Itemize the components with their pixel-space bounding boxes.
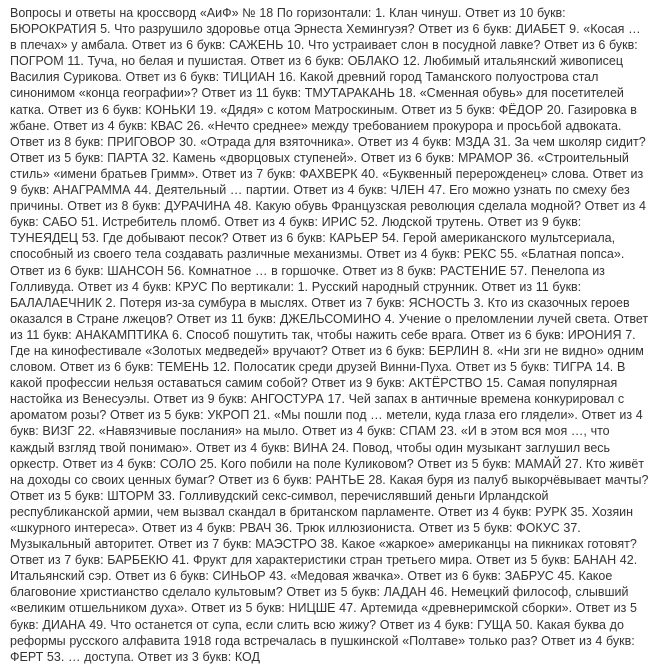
crossword-answers-text: Вопросы и ответы на кроссворд «АиФ» № 18 По горизонтали: 1. Клан чинуш. Ответ из 10 букв: БЮРОКРАТИЯ 5. Что разрушило здоровье отца Эрнеста Хемингуэя? Ответ из 6 букв: ДИАБЕТ 9. «Косая … в плечах» у амбала. Ответ из 6 букв: САЖЕНЬ 10. Что устраивает слон в посудной лавке? Ответ из 6 букв: ПОГРОМ 11. Туча, но белая и пушистая. Ответ из 6 букв: ОБЛАКО 12. Любимый итальянский живописец Василия Сурикова. Ответ из 6 букв: ТИЦИАН 16. Какой древний город Таманского полуострова стал синонимом «конца географии»? Ответ из 11 букв: ТМУТАРАКАНЬ 18. «Сменная обувь» для посетителей катка. Ответ из 6 букв: КОНЬКИ 19. «Дядя» с котом Матроскиным. Ответ из 5 букв: ФЁДОР 20. Газировка в жбане. Ответ из 4 букв: КВАС 26. «Нечто среднее» между требованием прокурора и просьбой адвоката. Ответ из 8 букв: ПРИГОВОР 30. «Отрада для взяточника». Ответ из 4 букв: МЗДА 31. За чем школяр сидит? Ответ из 5 букв: ПАРТА 32. Камень «дворцовых ступеней». Ответ из 6 букв: МРАМОР 36. «Строительный стиль» «имени братьев Гримм». Ответ из 7 букв: ФАХВЕРК 40. «Буквенный перерожденец» слова. Ответ из 9 букв: АНАГРАММА 44. Деятельный … партии. Ответ из 4 букв: ЧЛЕН 47. Его можно узнать по смеху без причины. Ответ из 8 букв: ДУРАЧИНА 48. Какую обувь Французская революция сделала модной? Ответ из 4 букв: САБО 51. Истребитель пломб. Ответ из 4 букв: ИРИС 52. Людской трутень. Ответ из 9 букв: ТУНЕЯДЕЦ 53. Где добывают песок? Ответ из 6 букв: КАРЬЕР 54. Герой американского мультсериала, способный из своего тела создавать различные механизмы. Ответ из 4 букв: РЕКС 55. «Блатная попса». Ответ из 6 букв: ШАНСОН 56. Комнатное … в горшочке. Ответ из 8 букв: РАСТЕНИЕ 57. Пенелопа из Голливуда. Ответ из 4 букв: КРУС По вертикали: 1. Русский народный струнник. Ответ из 11 букв: БАЛАЛАЕЧНИК 2. Потеря из-за сумбура в мыслях. Ответ из 7 букв: ЯСНОСТЬ 3. Кто из сказочных героев оказался в Стране лжецов? Ответ из 11 букв: ДЖЕЛЬСОМИНО 4. Учение о преломлении лучей света. Ответ из 11 букв: АНАКАМПТИКА 6. Способ пошутить так, чтобы нажить себе врага. Ответ из 6 букв: ИРОНИЯ 7. Где на кинофестивале «Золотых медведей» вручают? Ответ из 6 букв: БЕРЛИН 8. «Ни зги не видно» одним словом. Ответ из 6 букв: ТЕМЕНЬ 12. Полосатик среди друзей Винни-Пуха. Ответ из 5 букв: ТИГРА 14. В какой профессии нельзя оставаться самим собой? Ответ из 9 букв: АКТЁРСТВО 15. Самая популярная настойка из Венесуэлы. Ответ из 9 букв: АНГОСТУРА 17. Чей запах в античные времена конкурировал с ароматом розы? Ответ из 5 букв: УКРОП 21. «Мы пошли под … метели, куда глаза его глядели». Ответ из 4 букв: ВИЗГ 22. «Навязчивые послания» на мыло. Ответ из 4 букв: СПАМ 23. «И в этом вся моя …, что каждый взгляд твой понимаю». Ответ из 4 букв: ВИНА 24. Повод, чтобы один музыкант заглушил весь оркестр. Ответ из 4 букв: СОЛО 25. Кого побили на поле Куликовом? Ответ из 5 букв: МАМАЙ 27. Кто живёт на доходы со своих ценных бумаг? Ответ из 6 букв: РАНТЬЕ 28. Какая буря из палуб выкорчёвывает мачты? Ответ из 5 букв: ШТОРМ 33. Голливудский секс-символ, перечислявший деньги Ирландской республиканской армии, чем вызвал скандал в британском парламенте. Ответ из 4 букв: РУРК 35. Хозяин «шкурного интереса». Ответ из 4 букв: РВАЧ 36. Трюк иллюзиониста. Ответ из 5 букв: ФОКУС 37. Музыкальный авторитет. Ответ из 7 букв: МАЭСТРО 38. Какое «жаркое» американцы на пикниках готовят? Ответ из 7 букв: БАРБЕКЮ 41. Фрукт для характеристики стран третьего мира. Ответ из 5 букв: БАНАН 42. Итальянский сэр. Ответ из 6 букв: СИНЬОР 43. «Медовая жвачка». Ответ из 6 букв: ЗАБРУС 45. Какое благовоние христианство сделало культовым? Ответ из 5 букв: ЛАДАН 46. Немецкий философ, слывший «великим отшельником духа». Ответ из 5 букв: НИЦШЕ 47. Артемида «древнеримской сборки». Ответ из 5 букв: ДИАНА 49. Что останется от супа, если слить всю жижу? Ответ из 4 букв: ГУЩА 50. Какая буква до реформы русского алфавита 1918 года встречалась в пушкинской «Полтаве» только раз? Ответ из 4 букв: ФЕРТ 53. … доступа. Ответ из 3 букв: КОД (10, 6, 649, 664)
